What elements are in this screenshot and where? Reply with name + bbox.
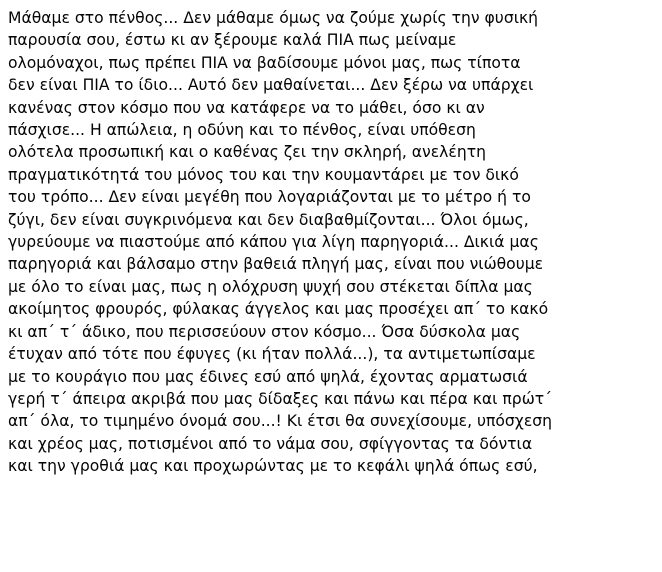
post-text-line: ακοίμητος φρουρός, φύλακας άγγελος και μας προσέχει απ΄ το κακό xyxy=(8,300,549,319)
post-text-line: ολομόναχοι, πως πρέπει ΠΙΑ να βαδίσουμε μόνοι μας, πως τίποτα xyxy=(8,53,521,72)
post-text-line: κανένας στον κόσμο που να κατάφερε να το μάθει, όσο κι αν xyxy=(8,98,485,117)
post-text-line: πραγματικότητά του μόνος του και την κουμαντάρει με τον δικό xyxy=(8,165,519,184)
post-text-line: παρηγοριά και βάλσαμο στην βαθειά πληγή μας, είναι που νιώθουμε xyxy=(8,255,544,274)
post-text-line: γερή τ΄ άπειρα ακριβά που μας δίδαξες και πάνω και πέρα και πρώτ΄ xyxy=(8,389,552,408)
post-text-line: με το κουράγιο που μας έδινες εσύ από ψηλά, έχοντας αρματωσιά xyxy=(8,367,528,386)
post-text-line: με όλο το είναι μας, πως η ολόχρυση ψυχή σου στέκεται δίπλα μας xyxy=(8,277,533,296)
post-text-line: απ΄ όλα, το τιμημένο όνομά σου...! Κι έτσι θα συνεχίσουμε, υπόσχεση xyxy=(8,412,553,431)
post-text-line: ολότελα προσωπική και ο καθένας ζει την σκληρή, ανελέητη xyxy=(8,143,486,162)
post-text-line: πάσχισε... Η απώλεια, η οδύνη και το πένθος, είναι υπόθεση xyxy=(8,121,476,140)
post-text-line: και χρέος μας, ποτισμένοι από το νάμα σου, σφίγγοντας τα δόντια xyxy=(8,434,533,453)
post-text-line: παρουσία σου, έστω κι αν ξέρουμε καλά ΠΙΑ πως μείναμε xyxy=(8,31,457,50)
post-text-line: δεν είναι ΠΙΑ το ίδιο... Αυτό δεν μαθαίνεται... Δεν ξέρω να υπάρχει xyxy=(8,76,534,95)
post-text-line: του τρόπο... Δεν είναι μεγέθη που λογαριάζονται με το μέτρο ή το xyxy=(8,188,531,207)
post-text-line: έτυχαν από τότε που έφυγες (κι ήταν πολλά...), τα αντιμετωπίσαμε xyxy=(8,345,536,364)
post-text xyxy=(8,7,658,478)
post-text-line: Μάθαμε στο πένθος... Δεν μάθαμε όμως να ζούμε χωρίς την φυσική xyxy=(8,9,539,27)
post-text-line: ζύγι, δεν είναι συγκρινόμενα και δεν διαβαθμίζονται... Όλοι όμως, xyxy=(8,210,529,229)
post-text-line: γυρεύουμε να πιαστούμε από κάπου για λίγη παρηγοριά... Δικιά μας xyxy=(8,233,539,252)
post-text-line: και την γροθιά μας και προχωρώντας με το κεφάλι ψηλά όπως εσύ, xyxy=(8,457,538,476)
post-text-line: κι απ΄ τ΄ άδικο, που περισσεύουν στον κόσμο... Όσα δύσκολα μας xyxy=(8,322,521,341)
